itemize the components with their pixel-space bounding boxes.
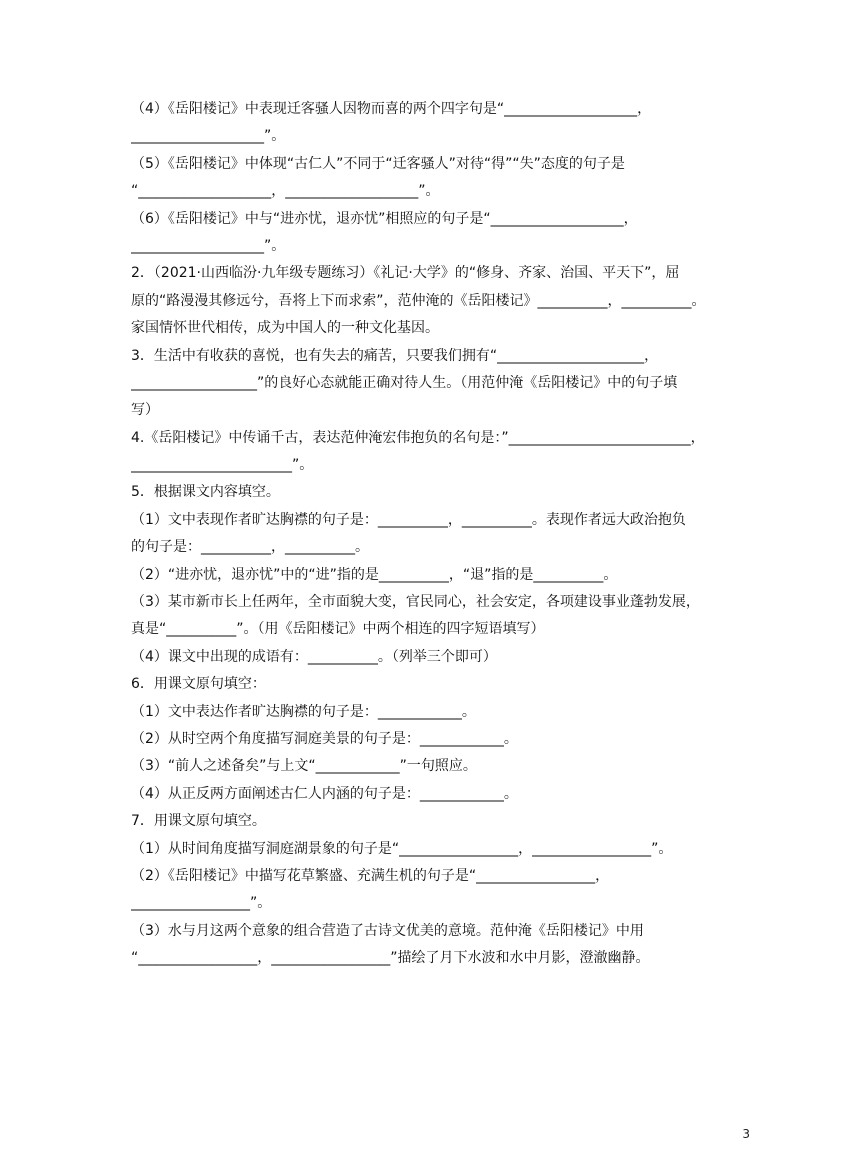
item-4-line-2: _______________________”。 <box>131 457 314 474</box>
document-page <box>131 96 731 973</box>
item-4-line-1: 4.《岳阳楼记》中传诵千古，表达范仲淹宏伟抱负的名句是：”__________________________， <box>131 429 705 446</box>
item-7-q2-line-1: （2）《岳阳楼记》中描写花草繁盛、充满生机的句子是“_________________， <box>131 867 610 884</box>
item-5-q1-line-1: （1）文中表现作者旷达胸襟的句子是：__________，__________。表现作者远大政治抱负 <box>131 511 686 528</box>
item-5-q3-line-1: （3）某市新市长上任两年，全市面貌大变，官民同心，社会安定，各项建设事业蓬勃发展， <box>131 594 700 611</box>
item-7-heading: 7．用课文原句填空。 <box>131 813 266 830</box>
item-7-q1: （1）从时间角度描写洞庭湖景象的句子是“_________________，_________________”。 <box>131 840 673 857</box>
question-6-line-2: ___________________”。 <box>131 237 286 254</box>
question-4-line-2: ___________________”。 <box>131 128 286 145</box>
item-5-q1-line-2: 的句子是：__________，__________。 <box>131 539 369 556</box>
question-4-line-1: （4）《岳阳楼记》中表现迁客骚人因物而喜的两个四字句是“___________________， <box>131 101 652 117</box>
item-6-heading: 6．用课文原句填空： <box>131 676 266 693</box>
item-3-line-3: 写） <box>131 402 159 419</box>
item-7-q3-line-1: （3）水与月这两个意象的组合营造了古诗文优美的意境。范仲淹《岳阳楼记》中用 <box>131 922 644 939</box>
item-6-q2: （2）从时空两个角度描写洞庭美景的句子是：____________。 <box>131 730 518 747</box>
item-2-line-3: 家国情怀世代相传，成为中国人的一种文化基因。 <box>131 320 439 337</box>
page-number: 3 <box>742 1127 750 1141</box>
question-5-line-2: “___________________，___________________”。 <box>131 183 440 200</box>
item-2-line-1: 2．（2021·山西临汾·九年级专题练习）《礼记·大学》的“修身、齐家、治国、平天下”，屈 <box>131 265 680 282</box>
item-5-q3-line-2: 真是“__________”。（用《岳阳楼记》中两个相连的四字短语填写） <box>131 621 545 638</box>
item-5-heading: 5．根据课文内容填空。 <box>131 484 280 501</box>
item-7-q2-line-2: _________________”。 <box>131 895 272 912</box>
question-5-line-1: （5）《岳阳楼记》中体现“古仁人”不同于“迁客骚人”对待“得”“失”态度的句子是 <box>131 155 625 172</box>
item-6-q1: （1）文中表达作者旷达胸襟的句子是：____________。 <box>131 703 476 720</box>
item-3-line-1: 3．生活中有收获的喜悦，也有失去的痛苦，只要我们拥有“_____________________， <box>131 347 659 364</box>
item-5-q2: （2）“进亦忧，退亦忧”中的“进”指的是__________，“退”指的是__________。 <box>131 566 618 583</box>
item-2-line-2: 原的“路漫漫其修远兮，吾将上下而求索”，范仲淹的《岳阳楼记》__________，__________。 <box>131 292 706 309</box>
item-6-q4: （4）从正反两方面阐述古仁人内涵的句子是：____________。 <box>131 785 518 802</box>
item-6-q3: （3）“前人之述备矣”与上文“____________”一句照应。 <box>131 758 477 775</box>
item-7-q3-line-2: “_________________，_________________”描绘了月下水波和水中月影，澄澈幽静。 <box>131 950 650 967</box>
question-6-line-1: （6）《岳阳楼记》中与“进亦忧，退亦忧”相照应的句子是“___________________， <box>131 210 638 227</box>
item-3-line-2: __________________”的良好心态就能正确对待人生。（用范仲淹《岳阳楼记》中的句子填 <box>131 374 678 391</box>
item-5-q4: （4）课文中出现的成语有：__________。（列举三个即可） <box>131 648 497 665</box>
